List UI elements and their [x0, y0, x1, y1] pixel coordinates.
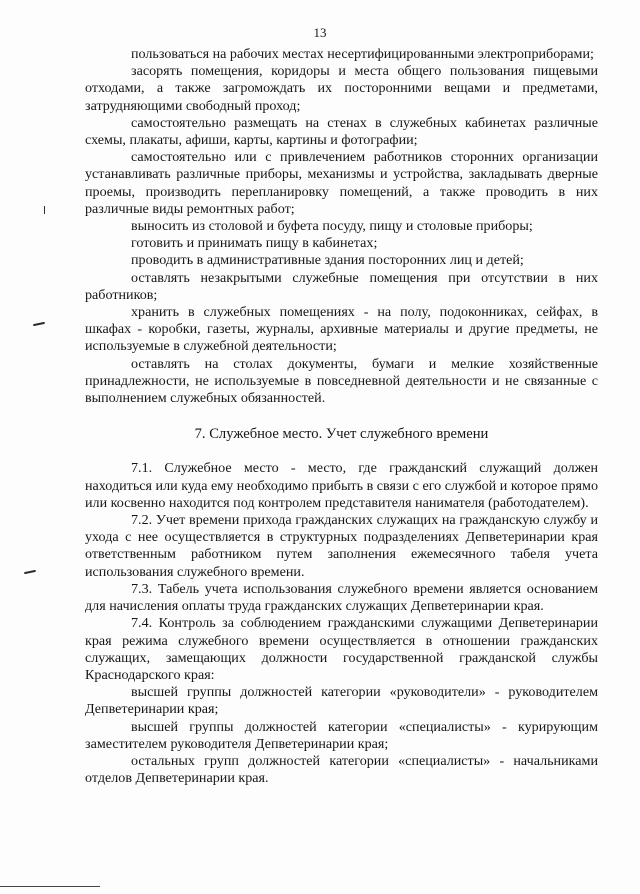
- scan-mark-top: [44, 206, 45, 214]
- prohibition-item: самостоятельно размещать на стенах в служебных кабинетах различные схемы, плакаты, афиши, карты, картины и фотографии;: [85, 114, 598, 149]
- footer-rule: [0, 886, 100, 887]
- section-heading: 7. Служебное место. Учет служебного времени: [194, 426, 489, 443]
- section-paragraph: 7.1. Служебное место - место, где гражданский служащий должен находиться или куда ему необходимо прибыть в связи с его службой и которое прямо или косвенно находится под контролем представителя нанимателя (работодателем).: [85, 460, 598, 511]
- prohibition-item: пользоваться на рабочих местах несертифицированными электроприборами;: [131, 46, 594, 62]
- section-paragraph: 7.4. Контроль за соблюдением гражданскими служащими Депветеринарии края режима служебного времени осуществляется в отношении гражданских служащих, замещающих должности государственной гражданской службы Краснодарского края:: [85, 615, 598, 683]
- section-paragraph: 7.3. Табель учета использования служебного времени является основанием для начисления оплаты труда гражданских служащих Депветеринарии края.: [85, 580, 598, 615]
- section-paragraph: остальных групп должностей категории «специалисты» - начальниками отделов Депветеринарии края.: [85, 752, 598, 787]
- prohibition-item: засорять помещения, коридоры и места общего пользования пищевыми отходами, а также загромождать их посторонними вещами и предметами, затрудняющими свободный проход;: [85, 63, 598, 114]
- document-body: [85, 46, 598, 787]
- prohibition-item: выносить из столовой и буфета посуду, пищу и столовые приборы;: [131, 218, 533, 235]
- section-paragraph: 7.2. Учет времени прихода гражданских служащих на гражданскую службу и ухода с нее осуществляется в структурных подразделениях Депветеринарии края ответственным работником путем заполнения ежемесячного табеля учета использования служебного времени.: [85, 512, 598, 580]
- prohibition-item: оставлять незакрытыми служебные помещения при отсутствии в них работников;: [85, 269, 598, 303]
- prohibition-item: готовить и принимать пищу в кабинетах;: [131, 235, 378, 252]
- page-number: 13: [313, 25, 327, 40]
- prohibition-item: самостоятельно или с привлечением работников сторонних организации устанавливать различные приборы, механизмы и устройства, закладывать дверные проемы, производить перепланировку помещений, а также проводить в них различные виды ремонтных работ;: [85, 149, 598, 217]
- section-paragraph: высшей группы должностей категории «руководители» - руководителем Депветеринарии края;: [85, 684, 598, 718]
- prohibition-item: хранить в служебных помещениях - на полу, подоконниках, сейфах, в шкафах - коробки, газеты, журналы, архивные материалы и другие предметы, не используемые в служебной деятельности;: [85, 304, 598, 355]
- scan-mark-lower: [24, 570, 36, 574]
- prohibition-item: проводить в административные здания посторонних лиц и детей;: [131, 252, 524, 269]
- prohibition-item: оставлять на столах документы, бумаги и мелкие хозяйственные принадлежности, не используемые в повседневной деятельности и не связанные с выполнением служебных обязанностей.: [85, 355, 598, 407]
- scan-mark-middle: [33, 322, 45, 326]
- section-paragraph: высшей группы должностей категории «специалисты» - курирующим заместителем руководителя Депветеринарии края;: [85, 718, 598, 752]
